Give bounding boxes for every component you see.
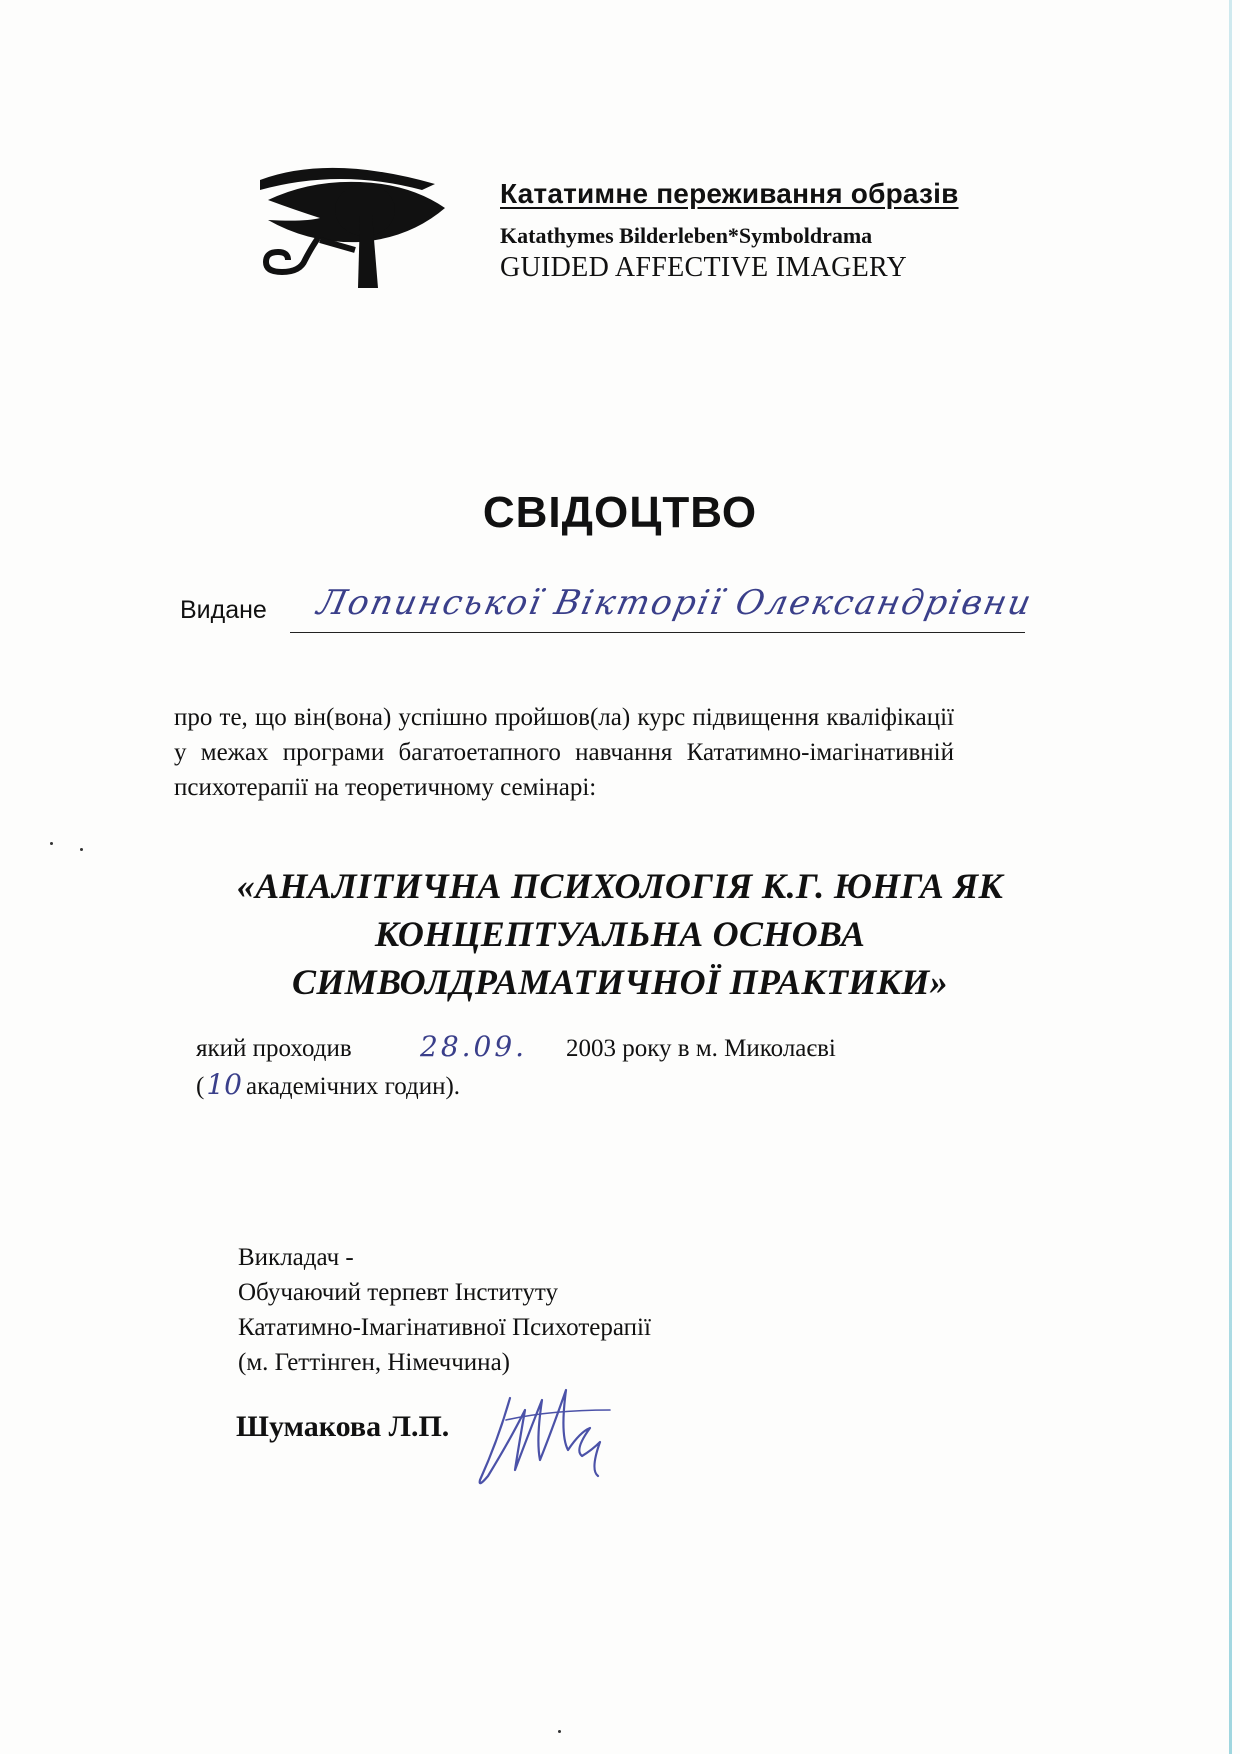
teacher-line: Кататимно-Імагінативної Психотерапії — [238, 1314, 651, 1341]
hours-row — [196, 1068, 460, 1101]
scan-speck — [50, 842, 53, 845]
brand-name-ukrainian: Кататимне переживання образів — [500, 178, 959, 209]
scan-edge — [1229, 0, 1232, 1754]
eye-of-horus-icon — [260, 160, 470, 290]
course-title-line: «АНАЛІТИЧНА ПСИХОЛОГІЯ К.Г. ЮНГА ЯК — [236, 866, 1004, 906]
course-title — [170, 862, 1070, 1006]
held-year-location: 2003 року в м. Миколаєві — [566, 1035, 836, 1062]
held-label: який проходив — [196, 1035, 352, 1062]
scan-speck — [80, 848, 83, 851]
brand-name-german: Katathymes Bilderleben*Symboldrama — [500, 223, 873, 248]
document-title: СВІДОЦТВО — [482, 488, 758, 537]
recipient-name-handwritten: Лопинської Вікторії Олександрівни — [313, 583, 1037, 623]
teacher-line: (м. Геттінген, Німеччина) — [238, 1349, 510, 1376]
handwritten-signature-icon — [470, 1380, 640, 1490]
teacher-line: Викладач - — [238, 1244, 354, 1271]
course-title-line: СИМВОЛДРАМАТИЧНОЇ ПРАКТИКИ» — [292, 962, 948, 1002]
hours-value-handwritten: 10 — [206, 1068, 242, 1101]
course-title-line: КОНЦЕПТУАЛЬНА ОСНОВА — [374, 914, 866, 954]
issued-underline — [290, 632, 1025, 633]
brand-name-english: GUIDED AFFECTIVE IMAGERY — [500, 252, 907, 283]
certificate-body-text: про те, що він(вона) успішно пройшов(ла) курс підвищення кваліфікації у межах програми багатоетапного навчання Кататимно-імагінативній психотерапії на теоретичному семінарі: — [174, 704, 954, 801]
signer-name: Шумакова Л.П. — [236, 1410, 450, 1443]
hours-open-paren: ( — [196, 1073, 205, 1100]
teacher-line: Обучаючий терпевт Інституту — [238, 1279, 558, 1306]
held-date-handwritten: 28.09. — [420, 1030, 528, 1063]
hours-text: академічних годин). — [245, 1073, 461, 1100]
issued-label: Видане — [180, 596, 267, 624]
teacher-block — [238, 1240, 651, 1380]
scan-speck — [558, 1730, 561, 1733]
